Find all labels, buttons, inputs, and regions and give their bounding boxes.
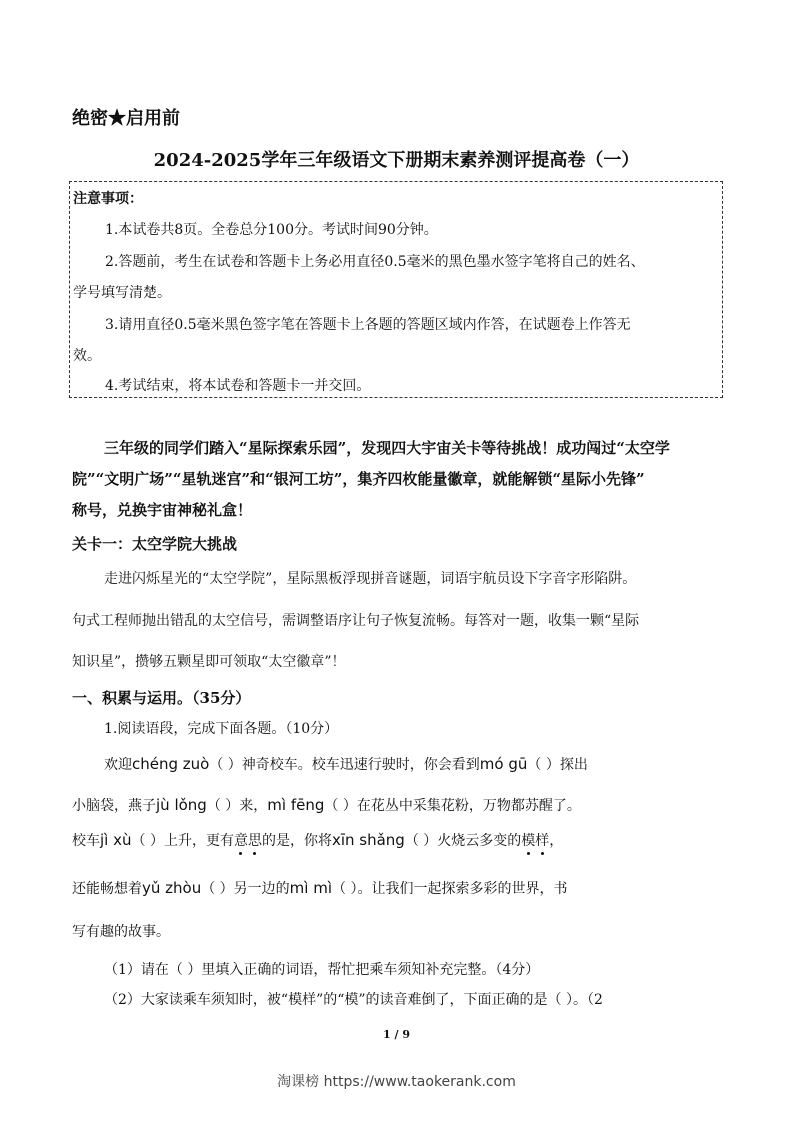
pinyin: jù lǒng — [156, 796, 207, 814]
section-1-heading: 一、积累与运用。（35分） — [72, 689, 251, 707]
pinyin: mì fēng — [267, 796, 325, 814]
passage-line-1 — [104, 754, 588, 774]
pinyin: xīn shǎng — [331, 831, 405, 849]
passage-text: （ ）神奇校车。校车迅速行驶时，你会看到 — [209, 757, 480, 773]
intro-line-3: 称号，兑换宇宙神秘礼盒！ — [72, 501, 253, 519]
emphasis-char: 思 — [248, 830, 262, 850]
emphasis-char: 模 — [521, 830, 535, 850]
emphasis-char: 意 — [234, 830, 248, 850]
passage-text: ， — [549, 833, 564, 849]
passage-line-2 — [72, 795, 581, 815]
sub-question-1: （1）请在（ ）里填入正确的词语，帮忙把乘车须知补充完整。（4分） — [104, 962, 540, 978]
notice-item-3-line-1: 3.请用直径0.5毫米黑色签字笔在答题卡上各题的答题区域内作答，在试题卷上作答无 — [105, 317, 631, 333]
watermark-site: 淘课榜 https://www.taokerank.com — [277, 1074, 516, 1090]
passage-text: （ ）在花丛中采集花粉，万物都苏醒了。 — [324, 798, 581, 814]
notice-item-2-line-1: 2.答题前，考生在试卷和答题卡上务必用直径0.5毫米的黑色墨水签字笔将自己的姓名、 — [105, 254, 645, 270]
passage-text: （ ）。让我们一起探索多彩的世界，书 — [332, 881, 568, 897]
level-1-heading: 关卡一：太空学院大挑战 — [72, 535, 238, 553]
level-1-line-1: 走进闪烁星光的“太空学院”，星际黑板浮现拼音谜题，词语宇航员设下字音字形陷阱。 — [104, 571, 637, 587]
notice-box — [69, 181, 723, 398]
passage-text: （ ）来， — [206, 798, 268, 814]
passage-line-3 — [72, 830, 563, 850]
notice-heading: 注意事项： — [73, 191, 143, 207]
confidential-label: 绝密★启用前 — [72, 108, 180, 129]
emphasis-char: 样 — [535, 830, 549, 850]
pinyin: chéng zuò — [132, 755, 210, 773]
passage-text: 欢迎 — [104, 757, 132, 773]
intro-line-2: 院”“文明广场”“星轨迷宫”和“银河工坊”，集齐四枚能量徽章，就能解锁“星际小先锋” — [72, 470, 645, 488]
passage-text: 小脑袋，燕子 — [72, 798, 156, 814]
passage-line-4 — [72, 878, 567, 898]
passage-text: 校车 — [72, 833, 100, 849]
pinyin: mì mì — [289, 879, 332, 897]
notice-item-4: 4.考试结束，将本试卷和答题卡一并交回。 — [105, 378, 371, 394]
passage-line-5: 写有趣的故事。 — [72, 924, 170, 940]
passage-text: （ ）火烧云多变的 — [404, 833, 522, 849]
passage-text: 还能畅想着 — [72, 881, 142, 897]
passage-text: （ ）上升，更有 — [131, 833, 234, 849]
pinyin: jì xù — [100, 831, 132, 849]
notice-item-1: 1.本试卷共8页。全卷总分100分。考试时间90分钟。 — [105, 222, 438, 238]
page-number: 1 / 9 — [383, 1028, 410, 1041]
exam-title: 2024-2025学年三年级语文下册期末素养测评提高卷（一） — [153, 150, 640, 171]
notice-item-2-line-2: 学号填写清楚。 — [73, 285, 171, 301]
passage-text: （ ）另一边的 — [201, 881, 290, 897]
passage-text: （ ）探出 — [527, 757, 588, 773]
pinyin: mó gū — [479, 755, 528, 773]
level-1-line-3: 知识星”，攒够五颗星即可领取“太空徽章”！ — [72, 654, 346, 670]
question-1: 1.阅读语段，完成下面各题。（10分） — [104, 721, 339, 737]
notice-item-3-line-2: 效。 — [73, 348, 101, 364]
intro-line-1: 三年级的同学们踏入“星际探索乐园”，发现四大宇宙关卡等待挑战！成功闯过“太空学 — [104, 439, 670, 457]
level-1-line-2: 句式工程师抛出错乱的太空信号，需调整语序让句子恢复流畅。每答对一题，收集一颗“星际 — [72, 613, 640, 629]
passage-text: 的是，你将 — [261, 833, 332, 849]
sub-question-2: （2）大家读乘车须知时，被“模样”的“模”的读音难倒了，下面正确的是（ ）。（2 — [104, 992, 603, 1008]
pinyin: yǔ zhòu — [142, 879, 202, 897]
